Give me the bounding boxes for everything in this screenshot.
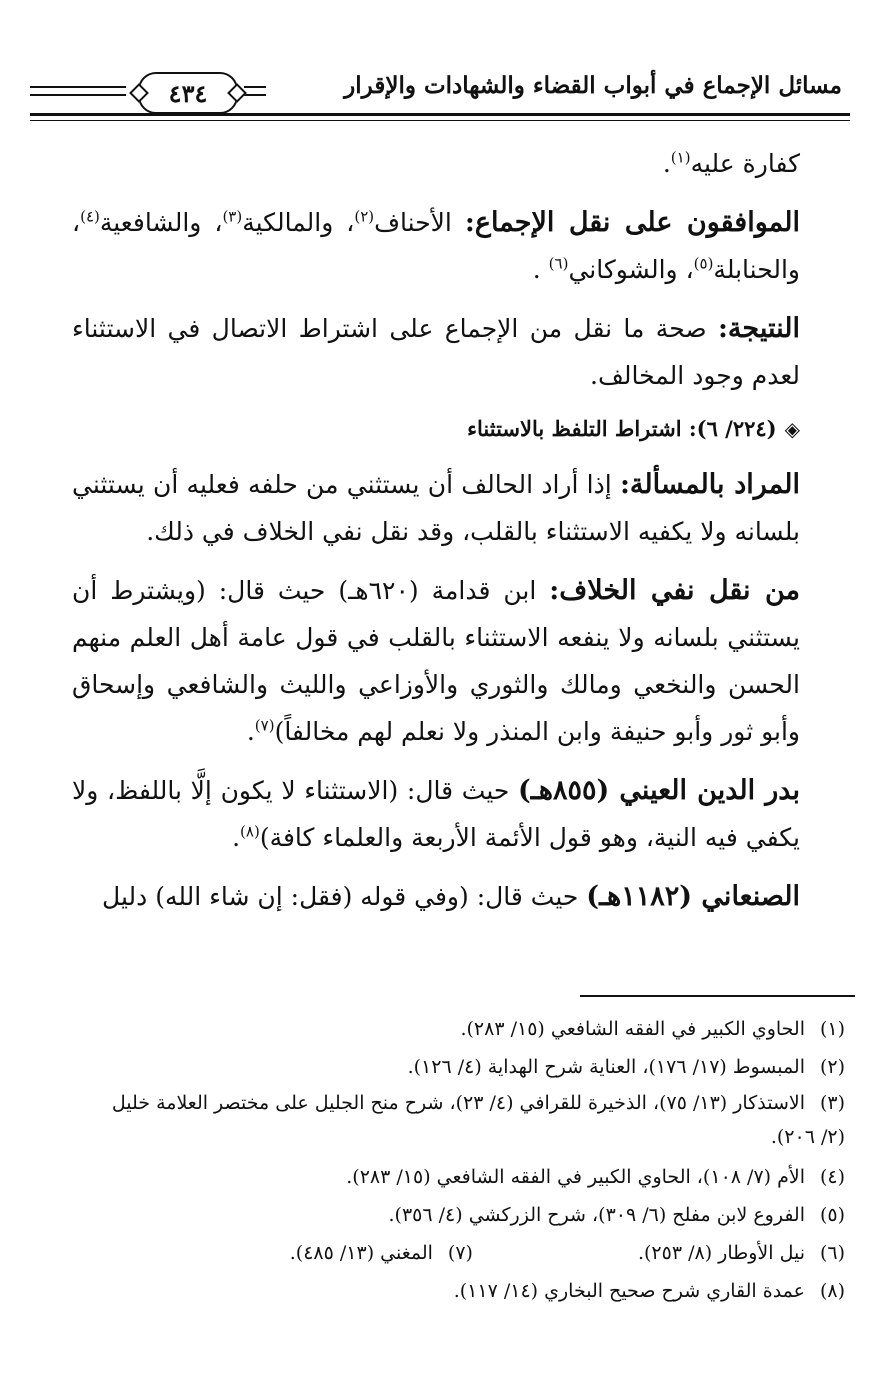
footnote-ref: (٢)	[354, 207, 375, 226]
footnote-ref: (٥)	[693, 254, 714, 273]
footnote-text: الفروع لابن مفلح (٦/ ٣٠٩)، شرح الزركشي (٤/ ٣٥٦).	[388, 1204, 805, 1226]
footnote-text: الاستذكار (١٣/ ٧٥)، الذخيرة للقرافي (٤/ ٢٣)، شرح منح الجليل على مختصر العلامة خليل (٢/ ٢٠٦).	[111, 1092, 845, 1148]
footnote	[85, 1010, 845, 1048]
header-divider	[30, 120, 850, 121]
paragraph-text: ، والشوكاني	[568, 255, 694, 284]
page-number	[138, 72, 238, 114]
footnote-ref: (٧)	[254, 716, 275, 735]
paragraph-lead: النتيجة:	[717, 313, 800, 344]
footnote-number: (٨)	[819, 1280, 845, 1302]
header-rule	[244, 94, 266, 96]
paragraph-text: ابن قدامة (٦٢٠هـ) حيث قال: (ويشترط أن يستثني بلسانه ولا ينفعه الاستثناء بالقلب في قول عامة أهل العلم منهم الحسن والنخعي ومالك والثوري والأوزاعي والليث والشافعي وإسحاق وأبو ثور وأبو حنيفة وابن المنذر ولا نعلم لهم مخالفاً)	[72, 576, 800, 746]
footnote	[85, 1048, 845, 1086]
footnote-ref: (٣)	[222, 207, 243, 226]
paragraph: كفارة عليه$^{(١)}$.	[662, 148, 800, 178]
paragraph-lead: الصنعاني (١١٨٢هـ)	[586, 881, 800, 912]
section-number: (٢٢٤/ ٦):	[688, 416, 777, 441]
paragraph-text: ، والحنابلة	[72, 208, 800, 284]
paragraph-text: ، والمالكية	[242, 208, 355, 237]
paragraph-text: .	[246, 717, 255, 746]
footnote-number: (٤)	[819, 1166, 845, 1188]
paragraph	[72, 461, 800, 555]
paragraph-text: إذا أراد الحالف أن يستثني من حلفه فعليه أن يستثني بلسانه ولا يكفيه الاستثناء بالقلب، وقد نقل نفي الخلاف في ذلك.	[72, 470, 800, 546]
footnote-text: المبسوط (١٧/ ١٧٦)، العناية شرح الهداية (٤/ ١٢٦).	[407, 1056, 805, 1078]
paragraph-lead: المراد بالمسألة:	[619, 469, 800, 500]
page-number-text: ٤٣٤	[168, 78, 208, 108]
paragraph-text: حيث قال: (وفي قوله (فقل: إن شاء الله) دليل	[102, 882, 587, 911]
paragraph-text: .	[232, 823, 241, 852]
footnote-separator	[580, 995, 855, 997]
footnote-ref: (١)	[670, 148, 691, 167]
footnote-number: (٧)	[447, 1242, 473, 1264]
running-title: مسائل الإجماع في أبواب القضاء والشهادات والإقرار	[344, 72, 842, 99]
footnote-text: المغني (١٣/ ٤٨٥).	[289, 1242, 433, 1264]
footnote	[85, 1158, 845, 1196]
footnote-number: (٢)	[819, 1056, 845, 1078]
diamond-icon: ◈	[784, 417, 800, 441]
footnote-text: نيل الأوطار (٨/ ٢٥٣).	[637, 1242, 805, 1264]
footnote-row	[85, 1234, 845, 1272]
footnote-number: (١)	[819, 1018, 845, 1040]
footnote-text: الأم (٧/ ١٠٨)، الحاوي الكبير في الفقه الشافعي (١٥/ ٢٨٣).	[346, 1166, 805, 1188]
paragraph-lead: الموافقون على نقل الإجماع:	[464, 207, 801, 238]
section-title: اشتراط التلفظ بالاستثناء	[467, 416, 689, 441]
paragraph-text: .	[532, 255, 549, 284]
header-rule	[30, 86, 126, 88]
paragraph	[72, 873, 800, 920]
footnote	[85, 1272, 845, 1310]
header-divider	[30, 113, 850, 116]
paragraph-text: ، والشافعية	[99, 208, 223, 237]
paragraph-lead: من نقل نفي الخلاف:	[549, 575, 800, 606]
footnote-text: عمدة القاري شرح صحيح البخاري (١٤/ ١١٧).	[453, 1280, 805, 1302]
footnote-number: (٣)	[819, 1092, 845, 1114]
footnote	[85, 1196, 845, 1234]
main-text	[72, 140, 800, 932]
paragraph	[72, 567, 800, 755]
paragraph-text: حيث قال: (الاستثناء لا يكون إلَّا باللفظ، ولا يكفي فيه النية، وهو قول الأئمة الأربعة والعلماء كافة)	[72, 776, 800, 852]
footnote-ref: (٨)	[240, 822, 260, 841]
paragraph	[72, 305, 800, 399]
footnote	[85, 1086, 845, 1158]
footnote	[638, 1234, 845, 1272]
paragraph	[72, 199, 800, 293]
footnotes	[85, 1010, 845, 1310]
footnote-ref: (٤)	[80, 207, 100, 226]
header-rule	[244, 86, 266, 88]
footnote-text: الحاوي الكبير في الفقه الشافعي (١٥/ ٢٨٣).	[460, 1018, 805, 1040]
footnote-number: (٦)	[819, 1242, 845, 1264]
footnote-ref: (٦)	[548, 254, 569, 273]
page-header	[30, 58, 850, 128]
footnote	[290, 1234, 473, 1272]
paragraph	[72, 767, 800, 861]
paragraph-text: كفارة عليه	[690, 149, 800, 178]
header-rule	[30, 94, 126, 96]
paragraph-lead: بدر الدين العيني (٨٥٥هـ)	[518, 775, 800, 806]
section-heading	[72, 411, 800, 447]
footnote-number: (٥)	[819, 1204, 845, 1226]
paragraph-text: صحة ما نقل من الإجماع على اشتراط الاتصال في الاستثناء لعدم وجود المخالف.	[72, 314, 800, 390]
paragraph-text: الأحناف	[374, 208, 465, 237]
